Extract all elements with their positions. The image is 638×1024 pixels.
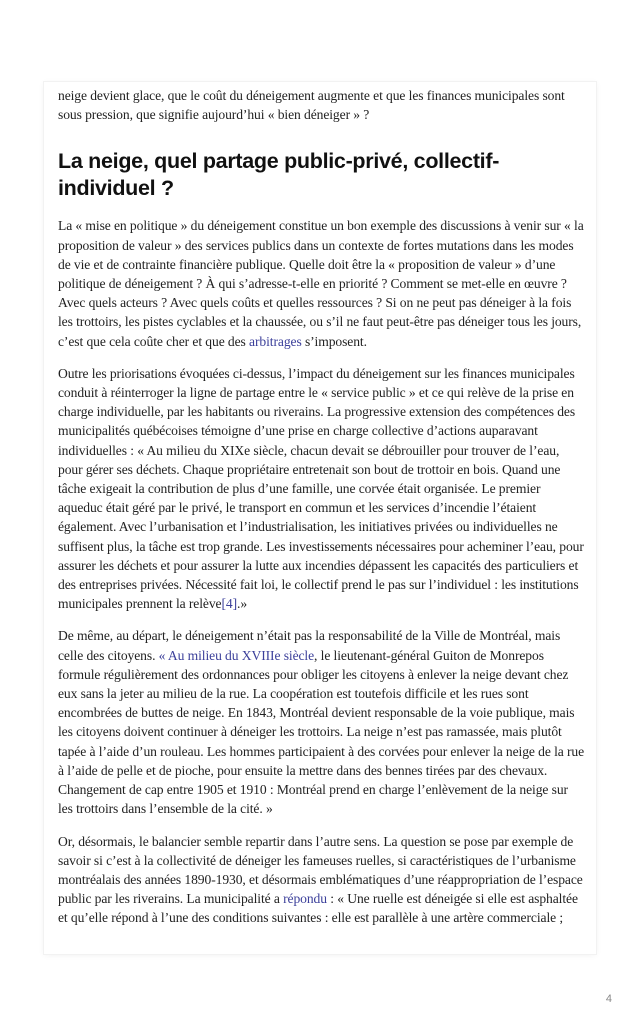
paragraph-priorisations	[58, 364, 586, 614]
paragraph-text: , le lieutenant-général Guiton de Monrepos formule régulièrement des ordonnances pour obliger les citoyens à enlever la neige devant chez eux sans la jeter au milieu de la rue. La coopération est toutefois difficile et les rues sont encombrées de buttes de neige. En 1843, Montréal devient responsable de la voie publique, mais les citoyens doivent continuer à déneiger les trottoirs. La neige n’est pas ramassée, mais plutôt tapée à l’aide d’un rouleau. Les hommes participaient à des corvées pour enlever la neige de la rue à l’aide de pelle et de pioche, pour ensuite la mettre dans des bennes tirées par des chevaux. Changement de cap entre 1905 et 1910 : Montréal prend en charge l’enlèvement de la neige sur les trottoirs dans l’ensemble de la cité. »	[58, 647, 585, 817]
paragraph-mise-en-politique	[58, 216, 586, 350]
paragraph-intro-end: neige devient glace, que le coût du déneigement augmente et que les finances municipales sont sous pression, que signifie aujourd’hui « bien déneiger » ?	[58, 88, 565, 123]
page-number: 4	[605, 993, 612, 1005]
paragraph-text: De même, au départ, le déneigement n’était pas la responsabilité de la Ville de Montréal, mais celle des citoyens.	[58, 628, 561, 663]
paragraph-text: Or, désormais, le balancier semble repartir dans l’autre sens. La question se pose par exemple de savoir si c’est à la collectivité de déneiger les fameuses ruelles, si caractéristiques de l’urbanisme montréalais des années 1890-1930, et désormais emblématiques d’une réappropriation de l’espace public par les riverains. La municipalité a	[58, 833, 583, 907]
link-arbitrages[interactable]: arbitrages	[249, 333, 302, 349]
paragraph-text: s’imposent.	[301, 333, 367, 349]
link-milieu-xviiie[interactable]: « Au milieu du XVIIIe siècle	[158, 647, 315, 663]
paragraph-balancier	[58, 832, 586, 928]
article-body	[58, 86, 586, 941]
paragraph-de-meme	[58, 626, 586, 818]
paragraph-text: Outre les priorisations évoquées ci-dessus, l’impact du déneigement sur les finances municipales conduit à réinterroger la ligne de partage entre le « service public » et ce qui relève de la prise en charge individuelle, par les habitants ou riverains. La progressive extension des compétences des municipalités québécoises témoigne d’une prise en charge collective d’actions auparavant individuelles : « Au milieu du XIXe siècle, chacun devait se débrouiller pour trouver de l’eau, pour gérer ses déchets. Chaque propriétaire entretenait son bout de trottoir en bois. Quand une tâche exigeait la contribution de plus d’une famille, une corvée était organisée. Le premier aqueduc était géré par le privé, le transport en commun et les services d’incendie l’étaient également. Avec l’urbanisation et l’industrialisation, les initiatives privées ou individuelles ne suffisent plus, la tâche est trop grande. Les investissements nécessaires pour acheminer l’eau, pour assurer les déchets et pour assurer la lutte aux incendies dépassent les capacités des particuliers et des entreprises privées. Nécessité fait loi, le collectif prend le pas sur l’individuel : les institutions municipales prennent la relève	[58, 365, 584, 612]
document-page	[44, 82, 596, 954]
footnote-link-4[interactable]: [4]	[221, 596, 238, 612]
paragraph-text: : « Une ruelle est déneigée si elle est asphaltée et qu’elle répond à l’une des conditions suivantes : elle est parallèle à une artère commerciale ;	[58, 891, 578, 926]
paragraph-text: La « mise en politique » du déneigement constitue un bon exemple des discussions à venir sur « la proposition de valeur » des services publics dans un contexte de fortes mutations dans les modes de vie et de contrainte financière publique. Quelle doit être la « proposition de valeur » d’une politique de déneigement ? À qui s’adresse-t-elle en priorité ? Comment se met-elle en œuvre ? Avec quels acteurs ? Avec quels coûts et quelles ressources ? Si on ne peut pas déneiger à la fois les trottoirs, les pistes cyclables et la chaussée, ou s’il ne faut peut-être pas déneiger tous les jours, c’est que cela coûte cher et que des	[58, 218, 584, 349]
paragraph-text: .»	[237, 596, 248, 612]
section-heading: La neige, quel partage public-privé, collectif-individuel ?	[58, 149, 500, 201]
link-repondu[interactable]: répondu	[283, 891, 327, 907]
